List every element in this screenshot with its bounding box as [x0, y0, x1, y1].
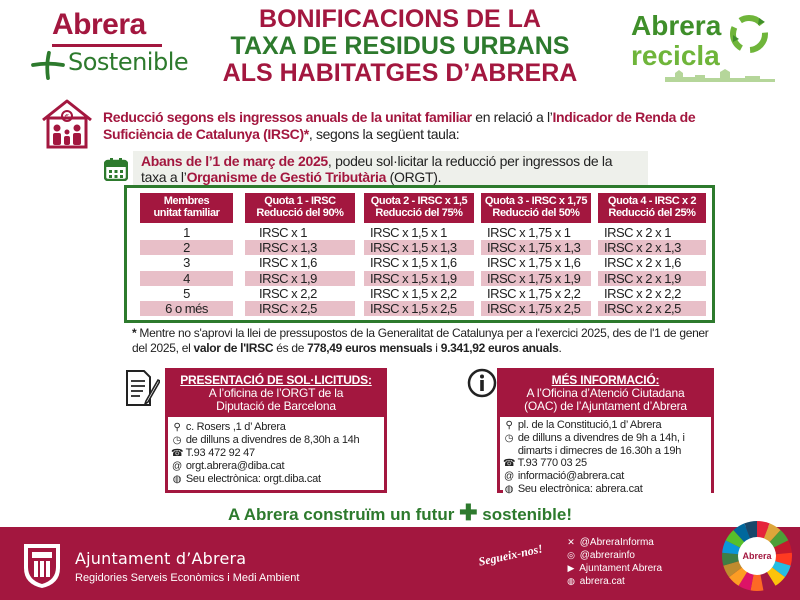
slogan-part-1: A Abrera construïm un futur: [227, 505, 455, 524]
calendar-icon: [104, 157, 128, 181]
more-info-email[interactable]: informació@abrera.cat: [517, 470, 624, 482]
deadline-band: [133, 151, 648, 187]
submission-sub-1: A l’oficina de l’ORGT de la: [208, 386, 344, 400]
submission-box-header: [168, 371, 384, 417]
table-header-line: Quota 4 - IRSC x 2: [607, 195, 697, 207]
intro-text-2: en relació a l’: [471, 109, 553, 125]
footer-org-sub: Regidories Serveis Econòmics i Medi Ambient: [75, 572, 300, 584]
more-info-web-row: [503, 483, 711, 496]
table-quota-cell: IRSC x 1,75 x 2,5: [481, 301, 591, 316]
table-header-line: Membres: [163, 195, 210, 207]
submission-hours: de dilluns a divendres de 8,30h a 14h: [185, 434, 360, 446]
submission-email-row: [171, 460, 381, 473]
table-quota-cell: IRSC x 1,75 x 1: [487, 225, 571, 240]
clock-icon: ◷: [172, 435, 182, 446]
more-info-heading: MÉS INFORMACIÓ:: [551, 373, 660, 387]
more-info-hours-1: de dilluns a divendres de 9h a 14h, i: [517, 432, 685, 444]
submission-details: [171, 421, 381, 486]
logo-left-underline: [52, 44, 162, 47]
more-info-box: [497, 368, 714, 493]
more-info-web[interactable]: Seu electrònica: abrera.cat: [517, 483, 643, 495]
instagram-icon: ◎: [567, 550, 575, 560]
table-members-cell: 3: [183, 255, 190, 271]
intro-text: [103, 109, 703, 143]
youtube-icon: ▶: [567, 563, 575, 573]
submission-heading: PRESENTACIÓ DE SOL·LICITUDS:: [180, 373, 372, 387]
submission-address: c. Rosers ,1 d’ Abrera: [185, 421, 286, 433]
table-header-col-5: [598, 193, 706, 223]
globe-icon: ◍: [172, 474, 182, 485]
more-info-email-row: [503, 470, 711, 483]
more-info-box-header: [500, 371, 711, 417]
intro-emphasis-1: Reducció segons els ingressos anuals de la unitat familiar: [103, 109, 472, 125]
submission-hours-row: [171, 434, 381, 447]
social-instagram-row[interactable]: [565, 549, 662, 562]
table-quota-cell: IRSC x 2,5: [245, 301, 355, 316]
table-quota-cell: IRSC x 1,5 x 1,9: [364, 271, 474, 286]
x-social-icon: ✕: [567, 537, 575, 547]
table-quota-cell: IRSC x 2 x 1: [604, 225, 671, 240]
abrera-recicla-logo: [625, 10, 775, 82]
table-quota-cell: IRSC x 1,6: [259, 255, 317, 271]
table-members-cell: 2: [140, 240, 233, 255]
band-text-2: , podeu sol·licitar la reducció per ingressos de la taxa a l’: [141, 153, 613, 185]
submission-phone-row: [171, 447, 381, 460]
orgt-name: Organisme de Gestió Tributària: [186, 169, 387, 185]
more-info-hours-row-2: [503, 445, 711, 457]
social-x: @AbreraInforma: [579, 537, 654, 548]
band-text-4: (ORGT).: [386, 169, 442, 185]
logo-left-word1: Abrera: [52, 8, 146, 41]
social-web-row[interactable]: [565, 575, 662, 588]
email-at-icon: @: [172, 461, 182, 472]
table-quota-cell: IRSC x 1,5 x 1: [370, 225, 447, 240]
table-quota-cell: IRSC x 1,75 x 1,9: [481, 271, 591, 286]
follow-us-label: Segueix-nos!: [477, 541, 544, 569]
submission-sub-2: Diputació de Barcelona: [216, 399, 336, 413]
table-header-line: Reducció del 25%: [608, 207, 696, 219]
table-header-col-4: [481, 193, 591, 223]
social-web: abrera.cat: [579, 576, 625, 587]
ods-wheel-icon: [720, 519, 794, 593]
more-info-sub-2: (OAC) de l’Ajuntament d’Abrera: [524, 399, 687, 413]
recycle-icon: [727, 12, 771, 56]
table-quota-cell: IRSC x 2,2: [259, 285, 317, 301]
social-youtube-row[interactable]: [565, 562, 662, 575]
green-cross-icon: ✚: [459, 500, 478, 525]
more-info-phone-row: [503, 457, 711, 470]
submission-web-row: [171, 473, 381, 486]
table-header-line: Quota 1 - IRSC: [264, 195, 336, 207]
social-x-row[interactable]: [565, 536, 662, 549]
more-info-hours-2: dimarts i dimecres de 16.30h a 19h: [517, 445, 682, 457]
svg-text:€: €: [64, 113, 70, 121]
footnote-irsc-label: valor de l'IRSC: [193, 341, 274, 355]
location-pin-icon: ⚲: [505, 420, 513, 431]
ods-label: Abrera: [742, 551, 772, 561]
table-members-cell: 5: [183, 285, 190, 301]
table-members-cell: 6 o més: [140, 301, 233, 316]
table-quota-cell: IRSC x 2 x 1,6: [604, 255, 681, 271]
social-instagram: @abrerainfo: [579, 550, 635, 561]
phone-icon: ☎: [171, 448, 184, 459]
footnote-monthly: 778,49 euros mensuals: [307, 341, 433, 355]
intro-emphasis-2: Indicador de Renda de Suficiència de Catalunya (IRSC)*: [103, 109, 696, 142]
table-header-line: unitat familiar: [153, 207, 220, 219]
footer: [0, 527, 800, 600]
logo-left-word2: Sostenible: [68, 48, 189, 76]
more-info-hours-row: [503, 432, 711, 445]
table-header-line: Reducció del 75%: [375, 207, 463, 219]
table-quota-cell: IRSC x 1,5 x 1,6: [370, 255, 457, 271]
table-quota-cell: IRSC x 1,5 x 1,3: [364, 240, 474, 255]
social-links: [565, 536, 662, 588]
table-quota-cell: IRSC x 1,5 x 2,2: [370, 285, 457, 301]
info-icon: [467, 368, 497, 398]
table-quota-cell: IRSC x 2 x 1,3: [598, 240, 706, 255]
submission-address-row: [171, 421, 381, 434]
logo-right-word2: recicla: [631, 40, 720, 71]
table-quota-cell: IRSC x 1: [259, 225, 308, 240]
logo-right-word1: Abrera: [631, 10, 722, 41]
more-info-address-row: [503, 419, 711, 432]
footer-org-name: Ajuntament d’Abrera: [75, 549, 247, 568]
footnote-text-5: i: [432, 341, 441, 355]
submission-email[interactable]: orgt.abrera@diba.cat: [185, 460, 285, 472]
slogan-part-2: sostenible!: [482, 505, 573, 524]
phone-icon: ☎: [503, 458, 516, 469]
abrera-sostenible-logo: [28, 8, 189, 88]
table-quota-cell: IRSC x 1,9: [245, 271, 355, 286]
table-quota-cell: IRSC x 1,75 x 1,3: [481, 240, 591, 255]
title-line-3: ALS HABITATGES D’ABRERA: [222, 59, 578, 87]
green-cross-icon: [28, 50, 68, 80]
town-skyline-icon: [665, 68, 775, 82]
footnote-annual: 9.341,92 euros anuals: [440, 341, 559, 355]
table-members-cell: 4: [140, 271, 233, 286]
submission-web[interactable]: Seu electrònica: orgt.diba.cat: [185, 473, 321, 485]
house-family-icon: [40, 98, 94, 150]
footnote-text-7: .: [558, 341, 562, 355]
submission-box: [165, 368, 387, 493]
deadline-date: Abans de l’1 de març de 2025: [141, 153, 328, 169]
table-quota-cell: IRSC x 2 x 2,2: [604, 285, 681, 301]
table-header-line: Reducció del 90%: [256, 207, 344, 219]
email-at-icon: @: [504, 471, 514, 482]
table-quota-cell: IRSC x 1,3: [245, 240, 355, 255]
table-quota-cell: IRSC x 2 x 1,9: [598, 271, 706, 286]
more-info-phone[interactable]: T.93 770 03 25: [517, 457, 587, 469]
footnote-text-3: és de: [273, 341, 308, 355]
table-quota-cell: IRSC x 1,75 x 1,6: [487, 255, 581, 271]
table-quota-cell: IRSC x 1,75 x 2,2: [487, 285, 581, 301]
table-quota-cell: IRSC x 1,5 x 2,5: [364, 301, 474, 316]
more-info-sub-1: A l’Oficina d’Atenció Ciutadana: [526, 386, 685, 400]
table-header-col-2: [245, 193, 355, 223]
title-line-2: TAXA DE RESIDUS URBANS: [230, 32, 570, 60]
slogan: [0, 500, 800, 526]
table-header-line: Reducció del 50%: [492, 207, 580, 219]
globe-icon: ◍: [504, 484, 514, 495]
table-quota-cell: IRSC x 2 x 2,5: [598, 301, 706, 316]
irsc-footnote: [132, 326, 712, 356]
document-pen-icon: [124, 368, 160, 408]
shield-icon: [20, 540, 64, 590]
location-pin-icon: ⚲: [173, 422, 181, 433]
table-header-line: Quota 2 - IRSC x 1,5: [370, 195, 468, 207]
web-icon: ◍: [567, 576, 575, 586]
social-youtube: Ajuntament Abrera: [579, 563, 663, 574]
table-header-col-1: [140, 193, 233, 223]
more-info-address: pl. de la Constitució,1 d’ Abrera: [517, 419, 662, 431]
page-title: [190, 6, 610, 87]
more-info-details: [503, 419, 711, 496]
table-header-line: Quota 3 - IRSC x 1,75: [484, 195, 588, 207]
submission-phone[interactable]: T.93 472 92 47: [185, 447, 255, 459]
title-line-1: BONIFICACIONS DE LA: [259, 5, 541, 33]
footnote-star: *: [132, 326, 137, 340]
table-members-cell: 1: [183, 225, 190, 240]
footnote-text-1: Mentre no s'aprovi la llei de pressupostos de la Generalitat de Catalunya per a l'exercici 2025, des de l'1 de gener del 2025, el: [132, 326, 709, 355]
table-header-col-3: [364, 193, 474, 223]
intro-text-4: , segons la següent taula:: [308, 126, 460, 142]
clock-icon: ◷: [504, 433, 514, 444]
